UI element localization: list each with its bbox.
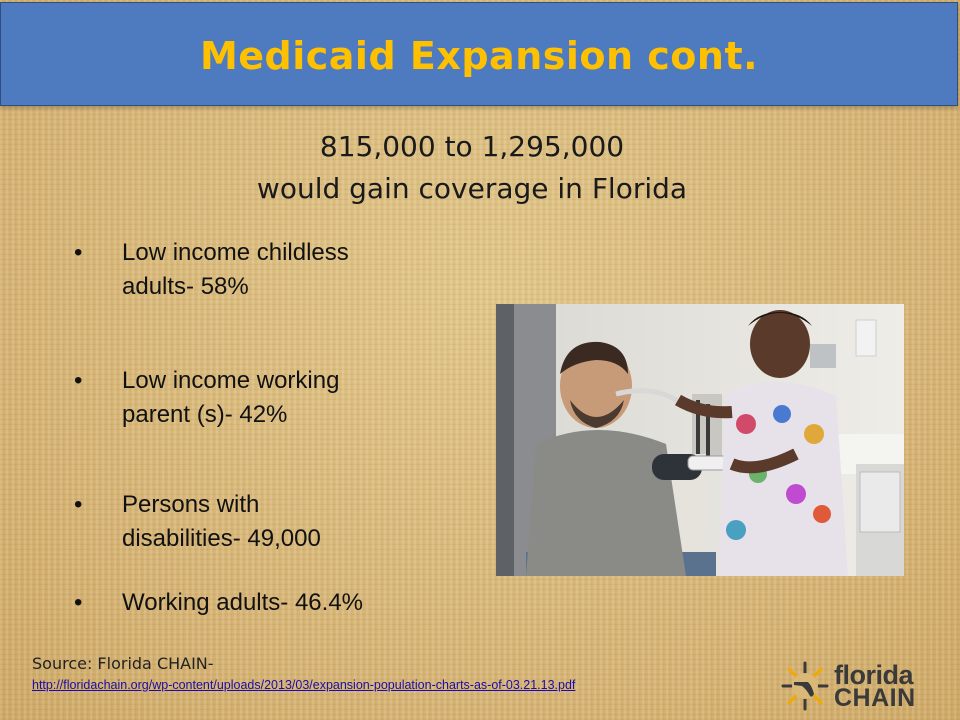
bullet-marker: • [74,367,83,394]
title-bar [0,2,958,106]
florida-chain-logo [780,660,920,712]
bullet-text-line: Working adults- 46.4% [122,589,364,616]
bullet-text-line: Persons with [122,491,260,518]
page-title: Medicaid Expansion cont. [199,34,759,78]
bullet-text-line: Low income working [122,367,340,394]
bullet-text-line: Low income childless [122,239,349,266]
medical-exam-photo [496,304,904,576]
source-label: Source: Florida CHAIN- [32,654,214,673]
subtitle [0,126,944,210]
bullet-text-line: parent (s)- 42% [122,401,288,428]
florida-sunburst-logo-icon [780,660,830,712]
bullet-marker: • [74,589,83,616]
logo-word-florida: florida [834,660,914,690]
bullet-marker: • [74,491,83,518]
subtitle-line-2: would gain coverage in Florida [256,172,688,205]
medical-exam-photo-illustration [496,304,904,576]
bullet-text-line: adults- 58% [122,273,249,300]
subtitle-line-1: 815,000 to 1,295,000 [319,130,625,163]
bullet-text-line: disabilities- 49,000 [122,525,321,552]
logo-word-chain: CHAIN [834,684,916,712]
source-link[interactable]: http://floridachain.org/wp-content/uploads/2013/03/expansion-population-charts-as-of-03.21.13.pdf [32,678,576,692]
bullet-marker: • [74,239,83,266]
